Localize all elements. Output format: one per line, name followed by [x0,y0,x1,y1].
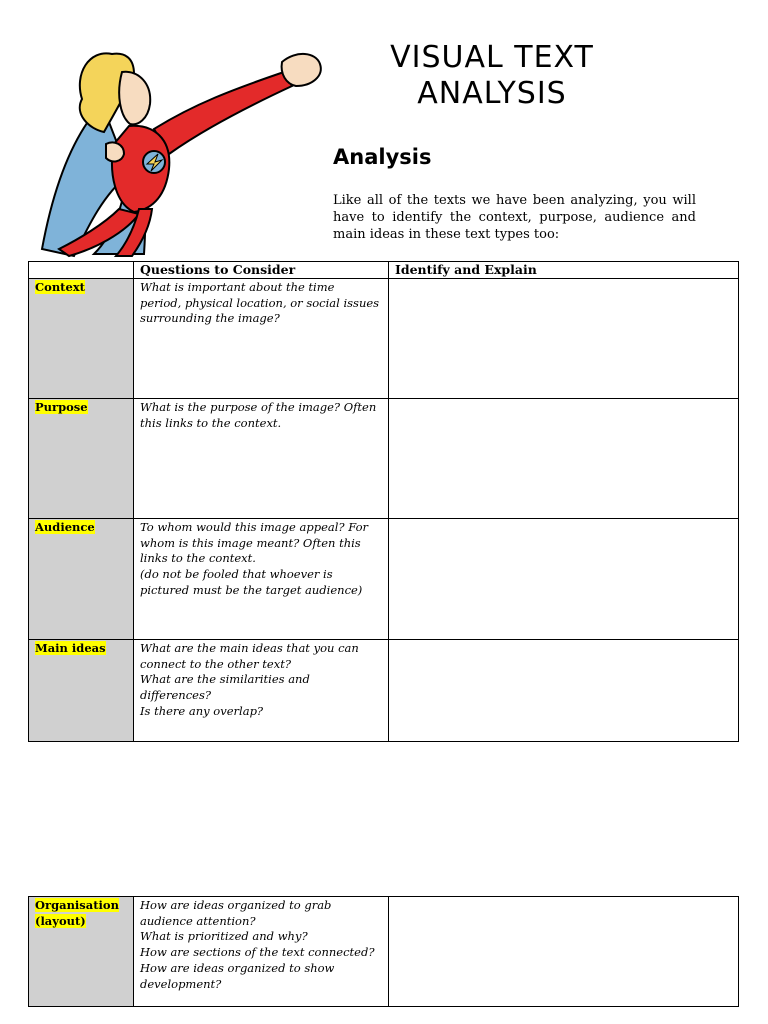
row-label: Context [35,280,85,294]
table-row-context [29,279,739,399]
answer-cell[interactable] [389,640,739,742]
question-cell: How are ideas organized to grab audience attention? What is prioritized and why? How are sections of the text connected? How are ideas organized to show development? [134,897,389,1007]
row-label: Main ideas [35,641,106,655]
row-label-line1: Organisation [35,898,119,912]
answer-cell[interactable] [389,519,739,640]
intro-paragraph: Like all of the texts we have been analyzing, you will have to identify the context, purpose, audience and main ideas in these text types too: [333,193,696,242]
header-cell-label [29,262,134,279]
table-row-organisation [29,897,739,1007]
table-header-row [29,262,739,279]
page-title: VISUAL TEXT ANALYSIS [390,40,594,111]
table-row-audience [29,519,739,640]
row-label: Audience [35,520,95,534]
header-cell-explain: Identify and Explain [389,262,739,279]
row-label-cell [29,399,134,519]
question-cell: What is important about the time period, physical location, or social issues surrounding the image? [134,279,389,399]
section-heading: Analysis [333,145,432,169]
row-label-cell [29,279,134,399]
answer-cell[interactable] [389,399,739,519]
row-label: Purpose [35,400,88,414]
question-cell: What is the purpose of the image? Often this links to the context. [134,399,389,519]
table-row-main-ideas [29,640,739,742]
row-label-cell [29,519,134,640]
row-label-cell [29,640,134,742]
question-cell: What are the main ideas that you can connect to the other text? What are the similarities and differences? Is there any overlap? [134,640,389,742]
row-label-cell [29,897,134,1007]
answer-cell[interactable] [389,279,739,399]
superhero-illustration-icon [34,44,326,258]
analysis-table [28,261,739,742]
header-cell-questions: Questions to Consider [134,262,389,279]
organisation-table [28,896,739,1007]
answer-cell[interactable] [389,897,739,1007]
question-cell: To whom would this image appeal? For whom is this image meant? Often this links to the context. (do not be fooled that whoever is pictured must be the target audience) [134,519,389,640]
table-row-purpose [29,399,739,519]
row-label-line2: (layout) [35,913,86,928]
